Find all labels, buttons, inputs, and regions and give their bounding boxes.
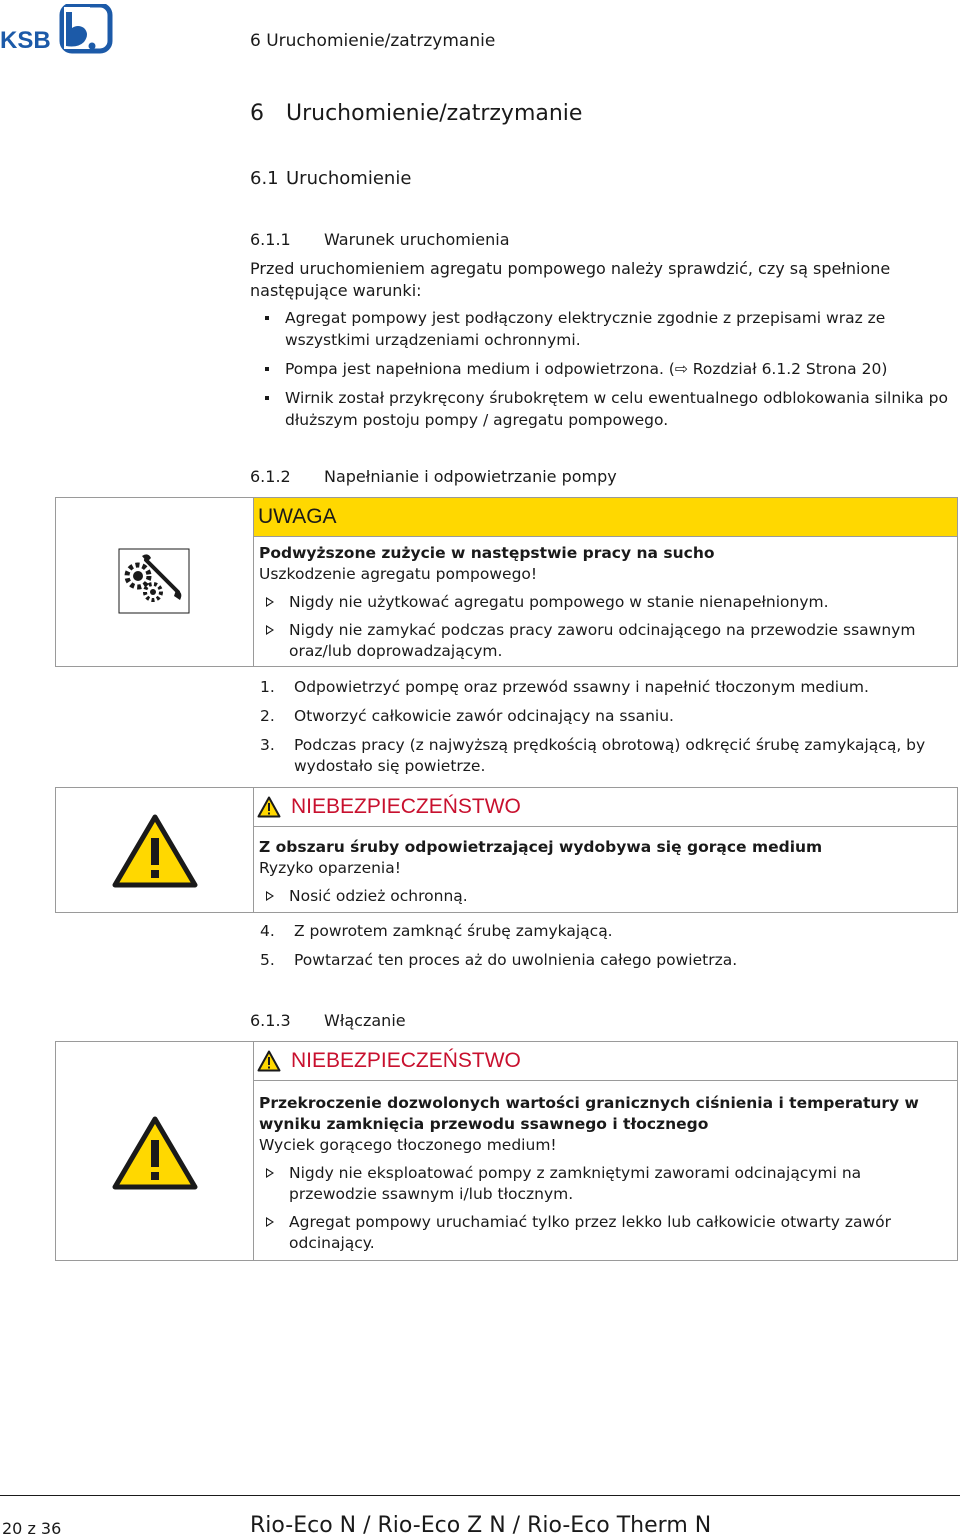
page-number: 20 z 36 <box>2 1519 62 1538</box>
heading-6-1-2 <box>250 467 617 486</box>
step-item <box>258 921 958 942</box>
danger-icon-column <box>56 788 254 912</box>
divider <box>254 1080 957 1081</box>
heading-number: 6.1.1 <box>250 230 291 249</box>
step-item <box>258 677 958 698</box>
section-title: Uruchomienie/zatrzymanie <box>286 101 583 126</box>
danger-actions <box>259 886 951 907</box>
list-item <box>263 307 953 351</box>
section-heading <box>250 101 582 126</box>
action-text: Nosić odzież ochronną. <box>289 887 468 905</box>
heading-title: Napełnianie i odpowietrzanie pompy <box>324 467 617 486</box>
danger-box <box>55 787 958 913</box>
action-text: Nigdy nie użytkować agregatu pompowego w stanie nienapełnionym. <box>289 593 829 611</box>
logo-text: KSB <box>0 27 51 54</box>
danger-consequence: Ryzyko oparzenia! <box>259 859 401 877</box>
small-warning-icon <box>257 796 281 818</box>
danger-title: Z obszaru śruby odpowietrzającej wydobywa się gorące medium <box>259 838 823 856</box>
intro-paragraph: Przed uruchomieniem agregatu pompowego należy sprawdzić, czy są spełnione następujące warunki: <box>250 259 891 300</box>
footer-model: Rio-Eco N / Rio-Eco Z N / Rio-Eco Therm N <box>250 1513 712 1538</box>
step-number: 4. <box>260 922 275 940</box>
action-item <box>259 1212 951 1254</box>
subsection-heading <box>250 168 411 189</box>
warning-triangle-icon <box>112 1116 198 1190</box>
heading-6-1-3 <box>250 1011 406 1030</box>
heading-number: 6.1.3 <box>250 1011 291 1030</box>
notice-box <box>55 497 958 667</box>
action-item <box>259 592 951 613</box>
list-item-text: Pompa jest napełniona medium i odpowietrzona. (⇨ Rozdział 6.1.2 Strona 20) <box>285 360 888 378</box>
list-item-text: Wirnik został przykręcony śrubokrętem w celu ewentualnego odblokowania silnika po dłuższym postoju pompy / agregatu pompowego. <box>285 389 948 429</box>
notice-consequence: Uszkodzenie agregatu pompowego! <box>259 565 538 583</box>
danger-title: Przekroczenie dozwolonych wartości granicznych ciśnienia i temperatury w wyniku zamknięcia przewodu ssawnego i tłocznego <box>259 1094 919 1133</box>
step-text: Otworzyć całkowicie zawór odcinający na ssaniu. <box>294 707 674 725</box>
action-item <box>259 1163 951 1205</box>
conditions-list <box>263 307 953 438</box>
subsection-number: 6.1 <box>250 168 279 189</box>
danger-box <box>55 1041 958 1261</box>
list-item <box>263 358 953 380</box>
bullet-icon <box>265 367 269 371</box>
action-item <box>259 620 951 662</box>
section-number: 6 <box>250 101 264 126</box>
danger-actions <box>259 1163 951 1254</box>
steps-list-continued <box>258 921 958 979</box>
heading-number: 6.1.2 <box>250 467 291 486</box>
running-header: 6 Uruchomienie/zatrzymanie <box>250 31 496 51</box>
step-text: Powtarzać ten proces aż do uwolnienia całego powietrza. <box>294 951 738 969</box>
machinery-damage-icon <box>118 548 190 614</box>
danger-content <box>259 837 951 914</box>
bullet-icon <box>265 316 269 320</box>
notice-icon-column <box>56 498 254 666</box>
step-number: 5. <box>260 951 275 969</box>
action-item <box>259 886 951 907</box>
step-text: Odpowietrzyć pompę oraz przewód ssawny i napełnić tłoczonym medium. <box>294 678 869 696</box>
step-item <box>258 735 958 777</box>
notice-label: UWAGA <box>258 505 337 528</box>
list-item <box>263 387 953 431</box>
notice-content <box>259 543 951 669</box>
action-text: Nigdy nie zamykać podczas pracy zaworu odcinającego na przewodzie ssawnym oraz/lub doprowadzającym. <box>289 621 916 660</box>
danger-label: NIEBEZPIECZEŃSTWO <box>291 795 521 818</box>
divider <box>254 536 957 537</box>
heading-title: Włączanie <box>324 1011 406 1030</box>
notice-header <box>254 498 957 536</box>
step-number: 2. <box>260 707 275 725</box>
warning-triangle-icon <box>112 814 198 888</box>
arrow-icon <box>266 597 274 607</box>
danger-content <box>259 1093 951 1261</box>
action-text: Agregat pompowy uruchamiać tylko przez lekko lub całkowicie otwarty zawór odcinający. <box>289 1213 892 1252</box>
arrow-icon <box>266 625 274 635</box>
step-number: 3. <box>260 736 275 754</box>
step-number: 1. <box>260 678 275 696</box>
arrow-icon <box>266 1217 274 1227</box>
arrow-icon <box>266 1168 274 1178</box>
step-item <box>258 950 958 971</box>
step-text: Z powrotem zamknąć śrubę zamykającą. <box>294 922 613 940</box>
notice-actions <box>259 592 951 662</box>
step-item <box>258 706 958 727</box>
notice-title: Podwyższone zużycie w następstwie pracy na sucho <box>259 544 715 562</box>
ksb-logo <box>0 4 116 54</box>
danger-icon-column <box>56 1042 254 1260</box>
heading-6-1-1 <box>250 230 510 249</box>
arrow-icon <box>266 891 274 901</box>
danger-label: NIEBEZPIECZEŃSTWO <box>291 1049 521 1072</box>
subsection-title: Uruchomienie <box>286 168 412 189</box>
steps-list <box>258 677 958 785</box>
divider <box>254 826 957 827</box>
danger-header <box>254 1042 957 1080</box>
action-text: Nigdy nie eksploatować pompy z zamkniętymi zaworami odcinającymi na przewodzie ssawnym i/lub tłocznym. <box>289 1164 862 1203</box>
list-item-text: Agregat pompowy jest podłączony elektrycznie zgodnie z przepisami wraz ze wszystkimi urządzeniami ochronnymi. <box>285 309 886 349</box>
danger-header <box>254 788 957 826</box>
danger-consequence: Wyciek gorącego tłoczonego medium! <box>259 1136 557 1154</box>
heading-title: Warunek uruchomienia <box>324 230 510 249</box>
bullet-icon <box>265 396 269 400</box>
step-text: Podczas pracy (z najwyższą prędkością obrotową) odkręcić śrubę zamykającą, by wydostało się powietrze. <box>294 736 926 775</box>
small-warning-icon <box>257 1050 281 1072</box>
footer-rule <box>0 1495 960 1496</box>
